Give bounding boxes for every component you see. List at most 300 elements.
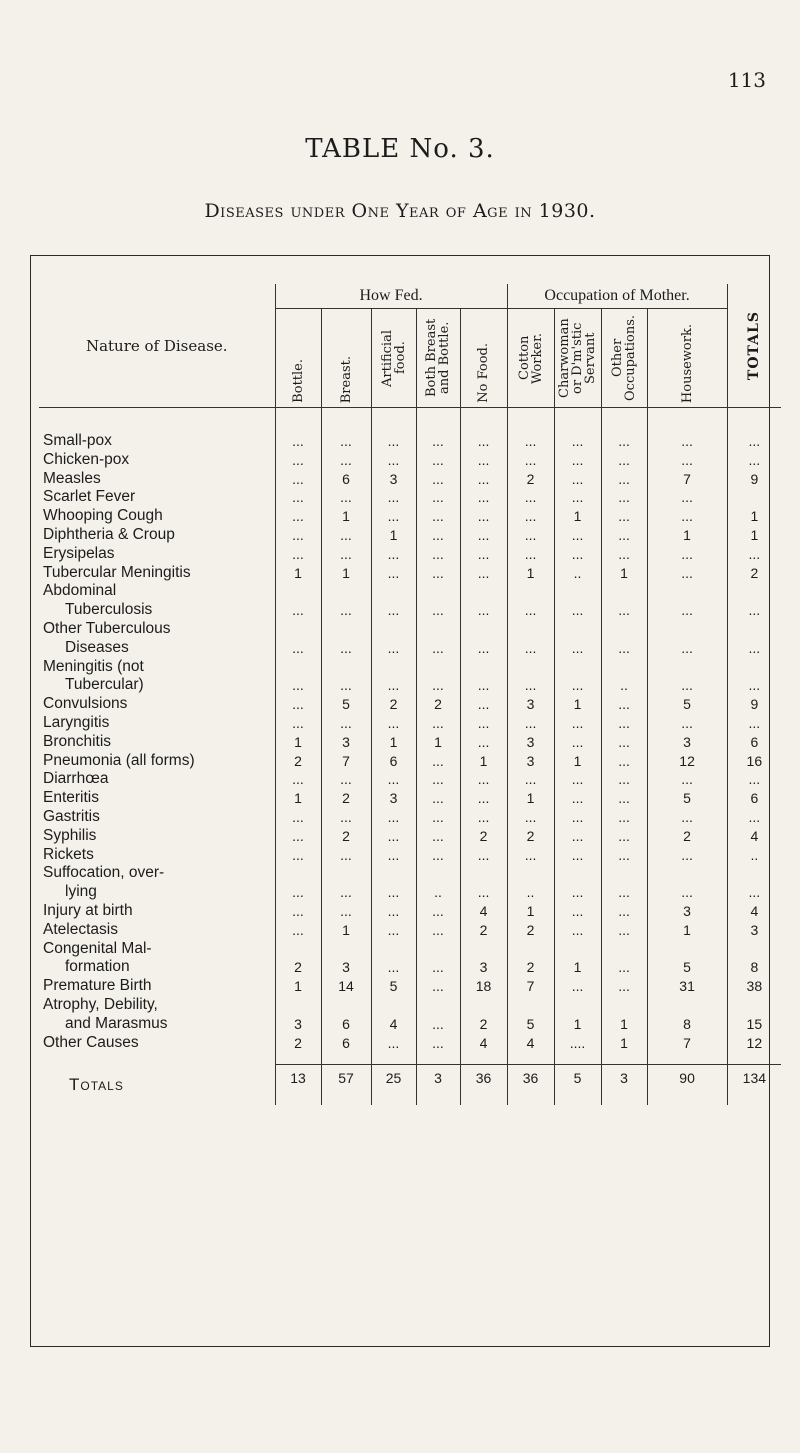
cell-value: ...	[371, 408, 416, 451]
cell-value: ...	[460, 601, 507, 620]
cell-value: 1	[275, 733, 321, 752]
cell-value	[321, 658, 371, 677]
cell-value: ...	[601, 883, 647, 902]
cell-value: ...	[601, 507, 647, 526]
cell-value: ...	[416, 470, 460, 489]
cell-value: ..	[416, 883, 460, 902]
disease-name: Atelectasis	[43, 920, 118, 938]
cell-value: ...	[275, 921, 321, 940]
table-row	[39, 488, 781, 507]
cell-value: 4	[507, 1034, 554, 1053]
cell-value: ...	[507, 808, 554, 827]
table-row	[39, 846, 781, 865]
cell-value: ..	[601, 676, 647, 695]
cell-value: 6	[321, 470, 371, 489]
cell-value	[727, 582, 781, 601]
cell-value: ...	[460, 883, 507, 902]
cell-value	[727, 996, 781, 1015]
cell-value	[416, 620, 460, 639]
cell-value	[647, 620, 727, 639]
cell-value	[275, 582, 321, 601]
table-row	[39, 582, 781, 601]
cell-value: 1	[554, 695, 601, 714]
cell-value: 3	[460, 958, 507, 977]
spacer-row	[39, 1052, 781, 1065]
cell-value: 1	[601, 1034, 647, 1053]
cell-value: ...	[647, 639, 727, 658]
cell-value: 2	[275, 752, 321, 771]
table-row	[39, 526, 781, 545]
cell-value: ...	[647, 451, 727, 470]
cell-value	[601, 620, 647, 639]
cell-value	[647, 582, 727, 601]
cell-value: ...	[507, 526, 554, 545]
cell-value: ...	[460, 676, 507, 695]
cell-value: ...	[321, 846, 371, 865]
cell-value	[554, 620, 601, 639]
total-value: 3	[601, 1065, 647, 1106]
cell-value	[554, 940, 601, 959]
disease-name: Chicken-pox	[43, 450, 130, 468]
cell-value: ...	[416, 958, 460, 977]
disease-name: Other Tuberculous	[43, 619, 171, 637]
cell-value	[416, 582, 460, 601]
cell-value	[416, 658, 460, 677]
cell-value: ...	[275, 507, 321, 526]
totals-header-cell	[727, 284, 781, 408]
cell-value: ...	[416, 564, 460, 583]
cell-value: 16	[727, 752, 781, 771]
cell-value: ...	[371, 564, 416, 583]
cell-value	[371, 582, 416, 601]
table-row	[39, 977, 781, 996]
cell-value	[321, 864, 371, 883]
cell-value	[554, 582, 601, 601]
table-row	[39, 996, 781, 1015]
cell-value	[507, 620, 554, 639]
cell-value: ...	[321, 714, 371, 733]
disease-name: Measles	[43, 469, 101, 487]
cell-value: 1	[554, 1015, 601, 1034]
occupation-header: Occupation of Mother.	[507, 284, 727, 309]
cell-value: 1	[554, 507, 601, 526]
cell-value: 7	[647, 1034, 727, 1053]
cell-value: ...	[601, 545, 647, 564]
disease-name: Convulsions	[43, 695, 128, 713]
cell-value: 4	[460, 1034, 507, 1053]
cell-value: ...	[554, 977, 601, 996]
cell-value: 2	[460, 1015, 507, 1034]
cell-value: 2	[507, 921, 554, 940]
cell-value	[507, 864, 554, 883]
cell-value	[460, 582, 507, 601]
table-row	[39, 864, 781, 883]
cell-value: ...	[554, 921, 601, 940]
cell-value: ...	[554, 827, 601, 846]
cell-value	[601, 864, 647, 883]
cell-value: ...	[371, 451, 416, 470]
cell-value: ...	[371, 488, 416, 507]
cell-value: 3	[275, 1015, 321, 1034]
cell-value: ...	[554, 883, 601, 902]
table-row	[39, 408, 781, 451]
cell-value: ...	[371, 507, 416, 526]
cell-value	[647, 940, 727, 959]
table-row	[39, 639, 781, 658]
disease-name: Injury at birth	[43, 901, 133, 919]
cell-value: 6	[321, 1034, 371, 1053]
cell-value	[275, 658, 321, 677]
cell-value: ...	[416, 451, 460, 470]
cell-value: 9	[727, 470, 781, 489]
cell-value: 6	[727, 789, 781, 808]
cell-value: ...	[321, 902, 371, 921]
cell-value: ...	[460, 470, 507, 489]
table-row	[39, 883, 781, 902]
cell-value	[460, 864, 507, 883]
cell-value: 2	[321, 827, 371, 846]
cell-value: 3	[371, 789, 416, 808]
disease-name: Erysipelas	[43, 544, 115, 562]
table-row	[39, 770, 781, 789]
cell-value: ...	[727, 408, 781, 451]
col-breast: Breast.	[321, 309, 371, 408]
cell-value	[371, 864, 416, 883]
cell-value: ...	[554, 526, 601, 545]
cell-value: 3	[647, 733, 727, 752]
table-row	[39, 958, 781, 977]
cell-value: ...	[321, 639, 371, 658]
cell-value: ...	[321, 488, 371, 507]
cell-value: ...	[647, 545, 727, 564]
cell-value: ...	[416, 1034, 460, 1053]
cell-value: 3	[727, 921, 781, 940]
disease-name: Pneumonia (all forms)	[43, 751, 195, 769]
cell-value: ...	[460, 564, 507, 583]
total-value: 25	[371, 1065, 416, 1106]
cell-value: ...	[460, 846, 507, 865]
cell-value: 1	[727, 526, 781, 545]
cell-value: 38	[727, 977, 781, 996]
cell-value	[371, 620, 416, 639]
cell-value	[371, 940, 416, 959]
cell-value: ...	[371, 1034, 416, 1053]
table-row	[39, 902, 781, 921]
cell-value	[554, 996, 601, 1015]
disease-name: Diarrhœa	[43, 770, 109, 788]
cell-value: ...	[601, 451, 647, 470]
cell-value: ...	[416, 408, 460, 451]
cell-value: ...	[321, 770, 371, 789]
total-value: 5	[554, 1065, 601, 1106]
table-row	[39, 921, 781, 940]
cell-value: ...	[554, 902, 601, 921]
cell-value: ...	[416, 827, 460, 846]
cell-value: 2	[321, 789, 371, 808]
cell-value: ...	[507, 545, 554, 564]
cell-value: ...	[416, 846, 460, 865]
cell-value: ...	[507, 507, 554, 526]
cell-value	[554, 864, 601, 883]
table-title: TABLE No. 3.	[305, 134, 495, 164]
cell-value: 1	[601, 564, 647, 583]
cell-value: ...	[460, 808, 507, 827]
cell-value: 2	[460, 827, 507, 846]
cell-value: 9	[727, 695, 781, 714]
disease-name: Syphilis	[43, 826, 97, 844]
disease-name: Bronchitis	[43, 732, 112, 750]
total-value: 13	[275, 1065, 321, 1106]
cell-value	[727, 488, 781, 507]
cell-value: ...	[371, 883, 416, 902]
cell-value: ...	[554, 846, 601, 865]
cell-value: ...	[275, 601, 321, 620]
cell-value: ...	[275, 488, 321, 507]
cell-value: ...	[647, 770, 727, 789]
cell-value: ...	[647, 846, 727, 865]
cell-value: ...	[371, 714, 416, 733]
cell-value	[507, 658, 554, 677]
cell-value	[647, 864, 727, 883]
cell-value: 1	[371, 733, 416, 752]
cell-value	[727, 940, 781, 959]
total-value: 36	[507, 1065, 554, 1106]
cell-value: ...	[647, 601, 727, 620]
cell-value: ...	[460, 770, 507, 789]
cell-value: ...	[371, 958, 416, 977]
cell-value: ...	[275, 639, 321, 658]
cell-value: 4	[371, 1015, 416, 1034]
total-value: 134	[727, 1065, 781, 1106]
cell-value: ...	[275, 408, 321, 451]
cell-value: ...	[321, 883, 371, 902]
disease-name: Meningitis (not	[43, 657, 144, 675]
nature-header: Nature of Disease.	[39, 284, 275, 408]
cell-value: ...	[460, 789, 507, 808]
cell-value: ...	[507, 846, 554, 865]
cell-value	[416, 996, 460, 1015]
cell-value: ...	[371, 639, 416, 658]
cell-value: ...	[554, 470, 601, 489]
cell-value: ...	[275, 470, 321, 489]
table-row	[39, 733, 781, 752]
disease-name: and Marasmus	[65, 1014, 168, 1032]
cell-value: ...	[416, 714, 460, 733]
cell-value: ...	[727, 808, 781, 827]
totals-row	[39, 1065, 781, 1106]
cell-value: ...	[416, 1015, 460, 1034]
cell-value	[321, 582, 371, 601]
cell-value: ...	[371, 676, 416, 695]
col-no-food: No Food.	[460, 309, 507, 408]
cell-value: 2	[275, 958, 321, 977]
cell-value: ...	[647, 488, 727, 507]
cell-value: ...	[371, 921, 416, 940]
cell-value: ...	[416, 676, 460, 695]
cell-value: ...	[554, 488, 601, 507]
cell-value: ...	[647, 808, 727, 827]
cell-value: ...	[647, 714, 727, 733]
cell-value: ..	[727, 846, 781, 865]
cell-value: 14	[321, 977, 371, 996]
disease-name: Congenital Mal-	[43, 939, 152, 957]
cell-value: ...	[275, 714, 321, 733]
total-value: 90	[647, 1065, 727, 1106]
disease-name: Whooping Cough	[43, 507, 163, 525]
cell-value	[601, 940, 647, 959]
cell-value	[275, 996, 321, 1015]
cell-value: ..	[554, 564, 601, 583]
cell-value: 1	[601, 1015, 647, 1034]
cell-value: 1	[507, 902, 554, 921]
cell-value: ...	[416, 752, 460, 771]
totals-header: TOTALS	[746, 310, 763, 381]
cell-value: 5	[507, 1015, 554, 1034]
cell-value	[371, 658, 416, 677]
cell-value: 3	[647, 902, 727, 921]
cell-value: 6	[321, 1015, 371, 1034]
cell-value: 1	[275, 977, 321, 996]
cell-value: 18	[460, 977, 507, 996]
cell-value	[321, 996, 371, 1015]
cell-value: ...	[507, 408, 554, 451]
cell-value	[460, 996, 507, 1015]
cell-value	[460, 940, 507, 959]
cell-value: 5	[647, 958, 727, 977]
cell-value	[416, 864, 460, 883]
col-other-occupations: Other Occupations.	[601, 309, 647, 408]
table-row	[39, 470, 781, 489]
cell-value: 1	[647, 921, 727, 940]
cell-value: ...	[601, 789, 647, 808]
cell-value: 1	[321, 507, 371, 526]
cell-value: ...	[507, 601, 554, 620]
col-cotton-worker: Cotton Worker.	[507, 309, 554, 408]
col-charwoman: Charwoman or D'm'stic Servant	[554, 309, 601, 408]
cell-value: ...	[601, 470, 647, 489]
cell-value: ...	[601, 733, 647, 752]
col-artificial-food: Artificial food.	[371, 309, 416, 408]
cell-value: ...	[601, 902, 647, 921]
cell-value: ...	[601, 958, 647, 977]
cell-value: 7	[321, 752, 371, 771]
cell-value: ...	[554, 545, 601, 564]
cell-value: 2	[727, 564, 781, 583]
cell-value: ...	[371, 808, 416, 827]
cell-value: 31	[647, 977, 727, 996]
disease-name: Premature Birth	[43, 977, 152, 995]
table-row	[39, 1034, 781, 1053]
cell-value: ...	[601, 714, 647, 733]
disease-name: Abdominal	[43, 582, 117, 600]
disease-name: Rickets	[43, 845, 94, 863]
disease-name: Tubercular)	[65, 676, 144, 694]
cell-value: ...	[321, 545, 371, 564]
cell-value: 2	[275, 1034, 321, 1053]
cell-value: 15	[727, 1015, 781, 1034]
cell-value: ..	[507, 883, 554, 902]
cell-value: ...	[460, 488, 507, 507]
col-bottle: Bottle.	[275, 309, 321, 408]
cell-value: 1	[554, 958, 601, 977]
table-row	[39, 1015, 781, 1034]
cell-value: ...	[416, 526, 460, 545]
cell-value: ...	[601, 808, 647, 827]
table-row	[39, 827, 781, 846]
totals-label: Totals	[69, 1075, 124, 1095]
disease-name: Scarlet Fever	[43, 488, 136, 506]
cell-value: ...	[601, 639, 647, 658]
table-row	[39, 714, 781, 733]
cell-value	[507, 996, 554, 1015]
cell-value: ...	[275, 526, 321, 545]
cell-value: ...	[275, 770, 321, 789]
cell-value: ...	[416, 789, 460, 808]
cell-value: ...	[416, 507, 460, 526]
cell-value: ...	[460, 714, 507, 733]
total-value: 57	[321, 1065, 371, 1106]
cell-value: 5	[647, 695, 727, 714]
cell-value: 12	[727, 1034, 781, 1053]
cell-value: ...	[727, 770, 781, 789]
cell-value: 2	[507, 827, 554, 846]
cell-value: ...	[554, 789, 601, 808]
cell-value: 1	[416, 733, 460, 752]
disease-name: formation	[65, 958, 130, 976]
cell-value	[727, 620, 781, 639]
cell-value: ...	[601, 752, 647, 771]
disease-name: Gastritis	[43, 807, 100, 825]
cell-value: ...	[647, 676, 727, 695]
cell-value: ...	[507, 451, 554, 470]
table-row	[39, 789, 781, 808]
cell-value: 3	[321, 958, 371, 977]
cell-value: 1	[275, 789, 321, 808]
cell-value: ...	[601, 827, 647, 846]
cell-value: ...	[275, 545, 321, 564]
disease-name: Other Causes	[43, 1033, 139, 1051]
cell-value: ...	[727, 883, 781, 902]
cell-value: 3	[371, 470, 416, 489]
cell-value: 2	[460, 921, 507, 940]
cell-value: 5	[371, 977, 416, 996]
cell-value: ...	[371, 545, 416, 564]
table-row	[39, 695, 781, 714]
cell-value: 12	[647, 752, 727, 771]
cell-value: 7	[507, 977, 554, 996]
cell-value: ...	[601, 408, 647, 451]
disease-name: Small-pox	[43, 432, 112, 449]
cell-value: ...	[460, 507, 507, 526]
cell-value: ...	[554, 714, 601, 733]
cell-value: ...	[554, 601, 601, 620]
cell-value: 1	[321, 564, 371, 583]
cell-value	[554, 658, 601, 677]
cell-value	[275, 864, 321, 883]
cell-value: ...	[371, 902, 416, 921]
cell-value: ...	[554, 808, 601, 827]
cell-value: ...	[275, 808, 321, 827]
table-row	[39, 676, 781, 695]
table-subtitle: Diseases under One Year of Age in 1930.	[204, 200, 596, 222]
cell-value	[727, 864, 781, 883]
cell-value: ...	[601, 601, 647, 620]
cell-value	[460, 620, 507, 639]
cell-value: ...	[727, 676, 781, 695]
cell-value: 2	[507, 470, 554, 489]
cell-value: ...	[601, 921, 647, 940]
cell-value: ...	[416, 921, 460, 940]
